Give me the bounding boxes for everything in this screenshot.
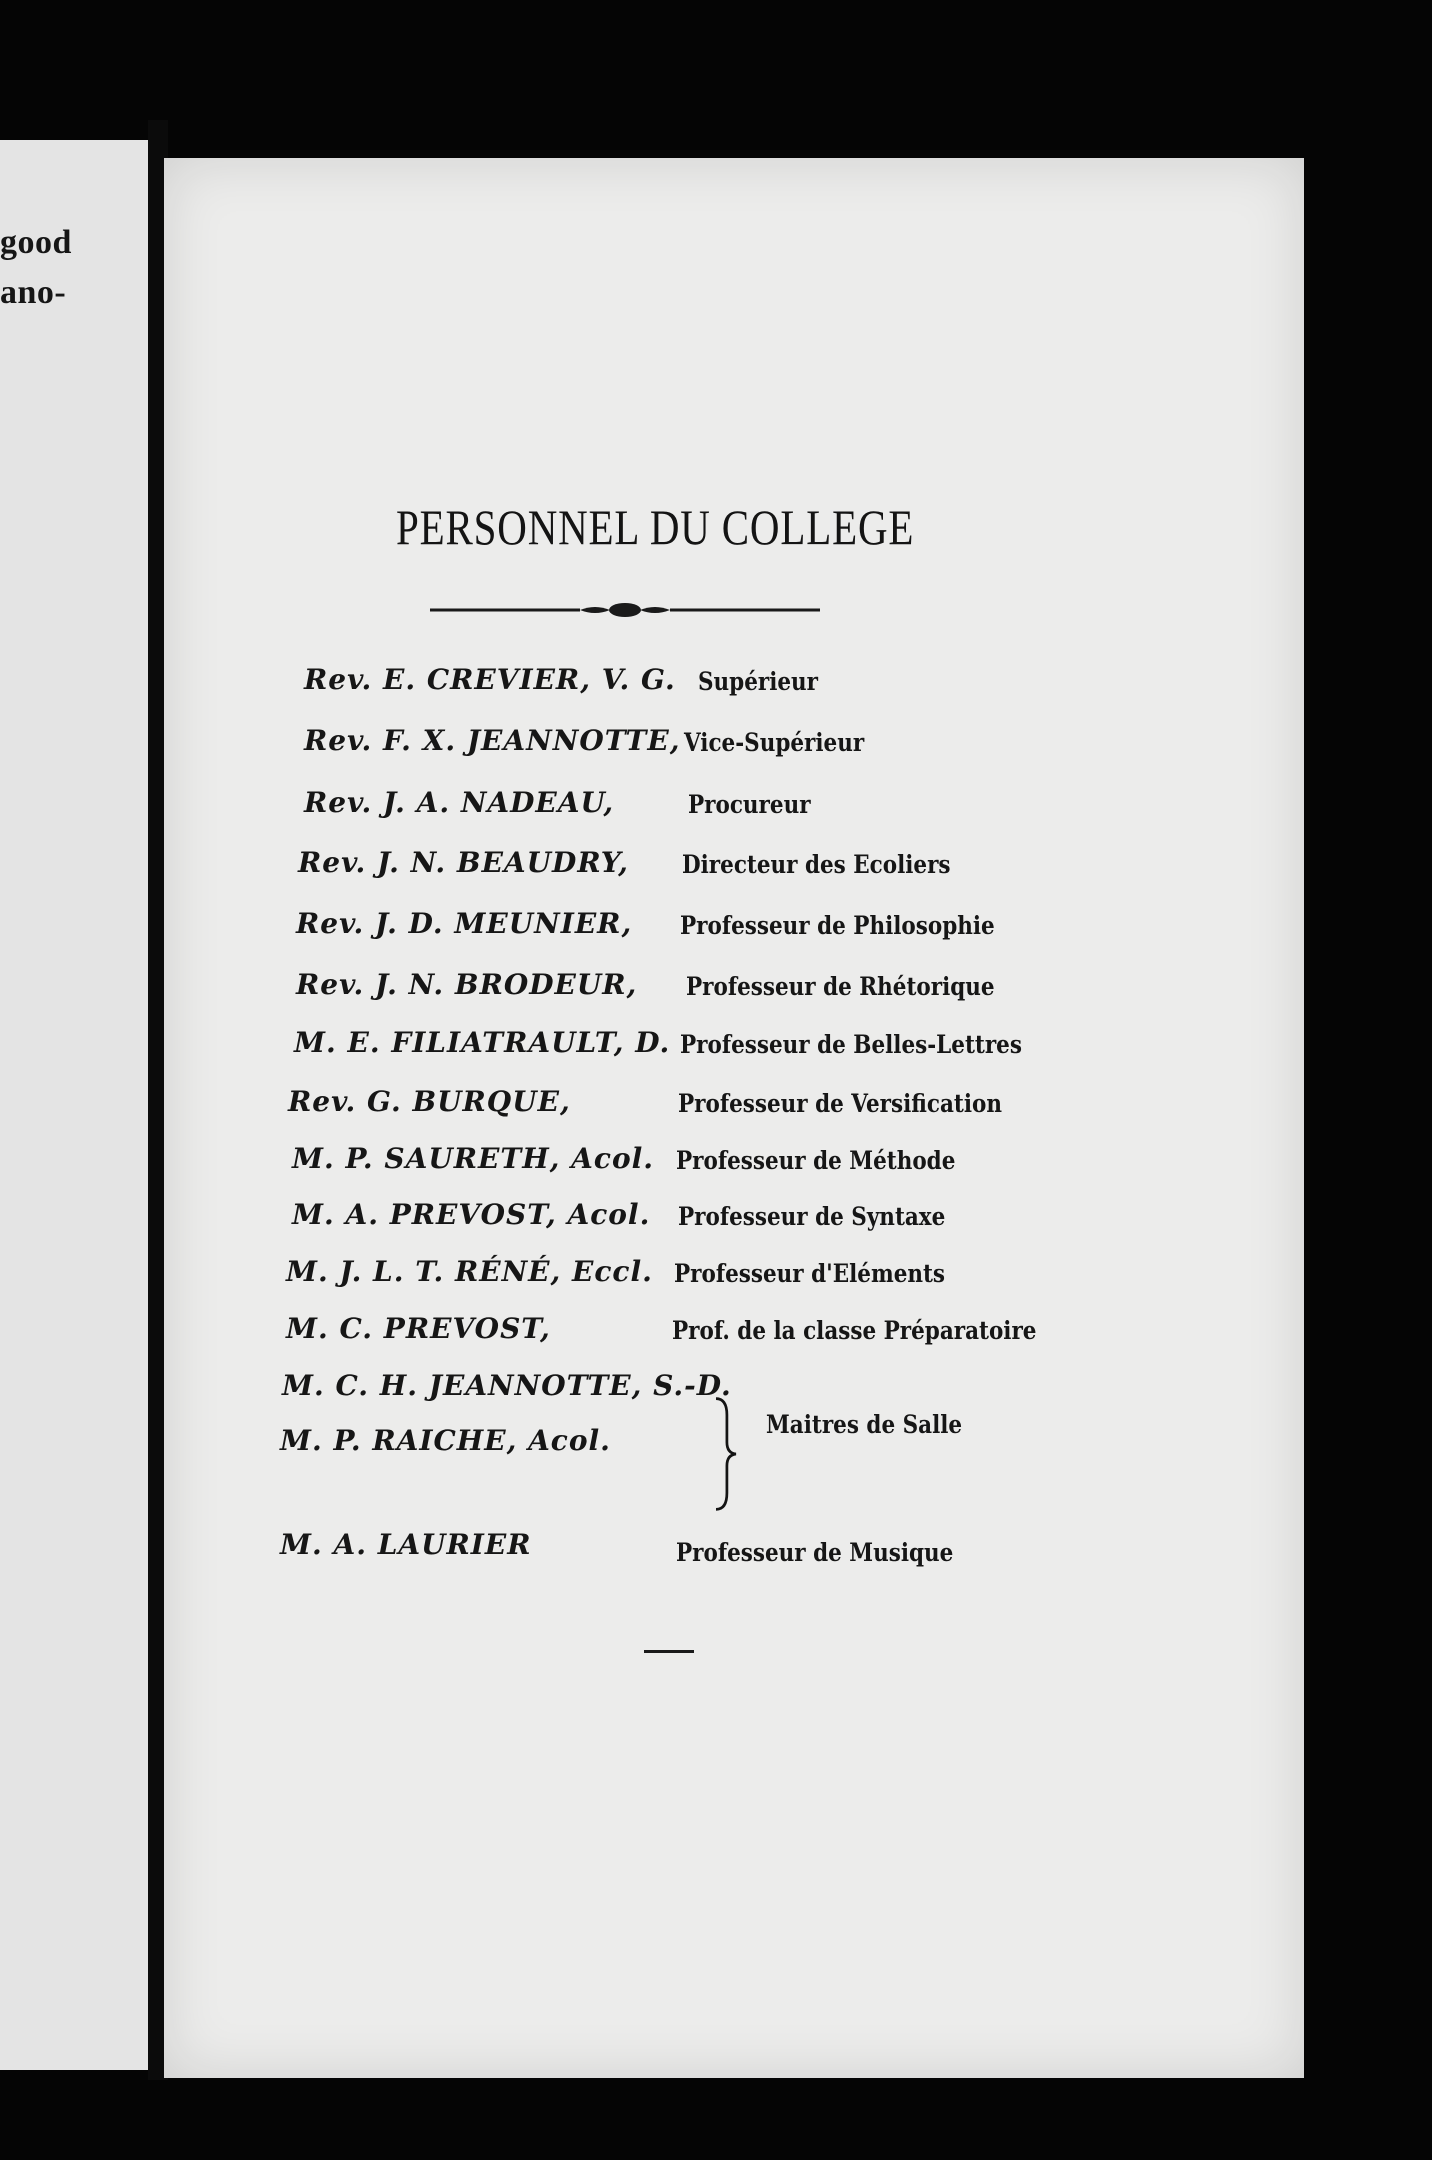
staff-role: Prof. de la classe Préparatoire <box>672 1316 1037 1345</box>
staff-name: M. A. LAURIER <box>280 1528 532 1561</box>
staff-name: Rev. F. X. JEANNOTTE, <box>304 724 681 757</box>
grouping-brace <box>712 1395 740 1513</box>
staff-role: Professeur de Musique <box>676 1538 954 1567</box>
staff-name: Rev. G. BURQUE, <box>288 1085 571 1118</box>
page-title: PERSONNEL DU COLLEGE <box>396 499 915 555</box>
staff-role: Professeur de Philosophie <box>680 911 995 940</box>
staff-name: M. J. L. T. RÉNÉ, Eccl. <box>286 1255 653 1288</box>
staff-name: Rev. E. CREVIER, V. G. <box>304 663 676 696</box>
staff-role: Vice-Supérieur <box>684 728 865 757</box>
staff-name: M. A. PREVOST, Acol. <box>292 1198 651 1231</box>
staff-role: Procureur <box>688 790 811 819</box>
staff-name: M. P. RAICHE, Acol. <box>280 1424 611 1457</box>
staff-name: Rev. J. D. MEUNIER, <box>296 907 633 940</box>
staff-role: Professeur de Versification <box>678 1089 1003 1118</box>
staff-name: Rev. J. N. BEAUDRY, <box>298 846 629 879</box>
grouped-role-label: Maitres de Salle <box>766 1410 963 1439</box>
staff-role: Supérieur <box>698 667 819 696</box>
staff-name: M. C. H. JEANNOTTE, S.-D. <box>282 1369 732 1402</box>
staff-name: M. E. FILIATRAULT, D. <box>294 1026 671 1059</box>
staff-row <box>164 724 1304 792</box>
staff-role: Directeur des Ecoliers <box>682 850 951 879</box>
left-page-fragment: ano- <box>0 274 67 311</box>
left-page-edge <box>0 140 162 2070</box>
staff-role: Professeur de Syntaxe <box>678 1202 946 1231</box>
staff-row <box>164 1528 1304 1596</box>
title-ornament-rule <box>430 598 820 622</box>
staff-name: Rev. J. N. BRODEUR, <box>296 968 638 1001</box>
staff-role: Professeur de Méthode <box>676 1146 956 1175</box>
bleed-through-text <box>544 448 552 482</box>
staff-role: Professeur de Rhétorique <box>686 972 995 1001</box>
staff-role: Professeur de Belles-Lettres <box>680 1030 1022 1059</box>
staff-role: Professeur d'Eléments <box>674 1259 946 1288</box>
staff-name: M. C. PREVOST, <box>286 1312 551 1345</box>
closing-rule <box>644 1650 694 1653</box>
left-page-fragment: good <box>0 224 72 261</box>
staff-name: Rev. J. A. NADEAU, <box>304 786 615 819</box>
document-page <box>164 158 1304 2078</box>
staff-name: M. P. SAURETH, Acol. <box>292 1142 655 1175</box>
